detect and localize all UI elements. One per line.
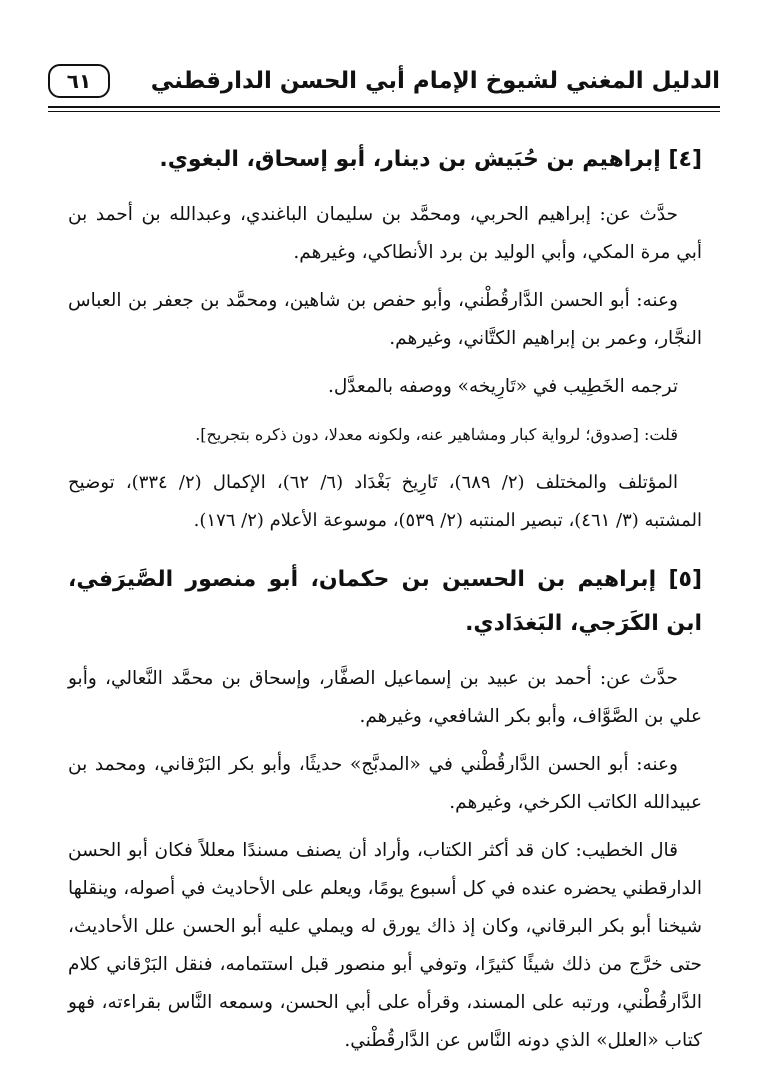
page-number: ٦١: [48, 64, 110, 98]
entry-students: وعنه: أبو الحسن الدَّارقُطْني، وأبو حفص بن شاهين، ومحمَّد بن جعفر بن العباس النجَّار، وعمر بن إبراهيم الكتَّاني، وغيرهم.: [68, 290, 702, 349]
page-content: [68, 138, 702, 1060]
entry-students: وعنه: أبو الحسن الدَّارقُطْني في «المدبَّج» حديثًا، وأبو بكر البَرْقاني، ومحمد بن عبيدالله الكاتب الكرخي، وغيرهم.: [68, 754, 702, 813]
entry-verdict: قلت: [صدوق؛ لرواية كبار ومشاهير عنه، ولكونه معدلا، دون ذكره بتجريح].: [195, 425, 678, 444]
entry-heard-from: حدَّث عن: أحمد بن عبيد بن إسماعيل الصفَّار، وإسحاق بن محمَّد النَّعالي، وأبو علي بن الصَّوَّاف، وأبو بكر الشافعي، وغيرهم.: [68, 668, 702, 727]
entry-sources: المؤتلف والمختلف (٢/ ٦٨٩)، تَارِيخ بَغْدَاد (٦/ ٦٢)، الإكمال (٢/ ٣٣٤)، توضيح المشتبه (٣/ ٤٦١)، تبصير المنتبه (٢/ ٥٣٩)، موسوعة الأعلام (٢/ ١٧٦).: [68, 472, 702, 531]
entry-heard-from: حدَّث عن: إبراهيم الحربي، ومحمَّد بن سليمان الباغندي، وعبدالله بن أحمد بن أبي مرة المكي، وأبي الوليد بن برد الأنطاكي، وغيرهم.: [68, 204, 702, 263]
entry-title: [٤] إبراهيم بن حُبَيش بن دينار، أبو إسحاق، البغوي.: [159, 147, 702, 172]
entry-biography: ترجمه الخَطِيب في «تَارِيخه» ووصفه بالمعدَّل.: [327, 376, 678, 397]
page-header: [48, 58, 720, 110]
header-divider: [48, 106, 720, 112]
entry-title: [٥] إبراهيم بن الحسين بن حكمان، أبو منصور الصَّيرَفي، ابن الكَرَجي، البَغدَادي.: [68, 567, 702, 636]
running-title: الدليل المغني لشيوخ الإمام أبي الحسن الدارقطني: [150, 68, 720, 94]
entry-khatib-quote: قال الخطيب: كان قد أكثر الكتاب، وأراد أن يصنف مسندًا معللاً فكان أبو الحسن الدارقطني يحضره عنده في كل أسبوع يومًا، ويعلم على الأحاديث في أصوله، وينقلها شيخنا أبو بكر البرقاني، وكان إذ ذاك يورق له ويملي عليه أبو الحسن علل الأحاديث، حتى خرَّج من ذلك شيئًا كثيرًا، وتوفي أبو منصور قبل استتمامه، فنقل البَرْقاني كلام الدَّارقُطْني، ورتبه على المسند، وقرأه على أبي الحسن، وسمعه النَّاس بقراءته، فهو كتاب «العلل» الذي دونه النَّاس عن الدَّارقُطْني.: [68, 840, 702, 1051]
